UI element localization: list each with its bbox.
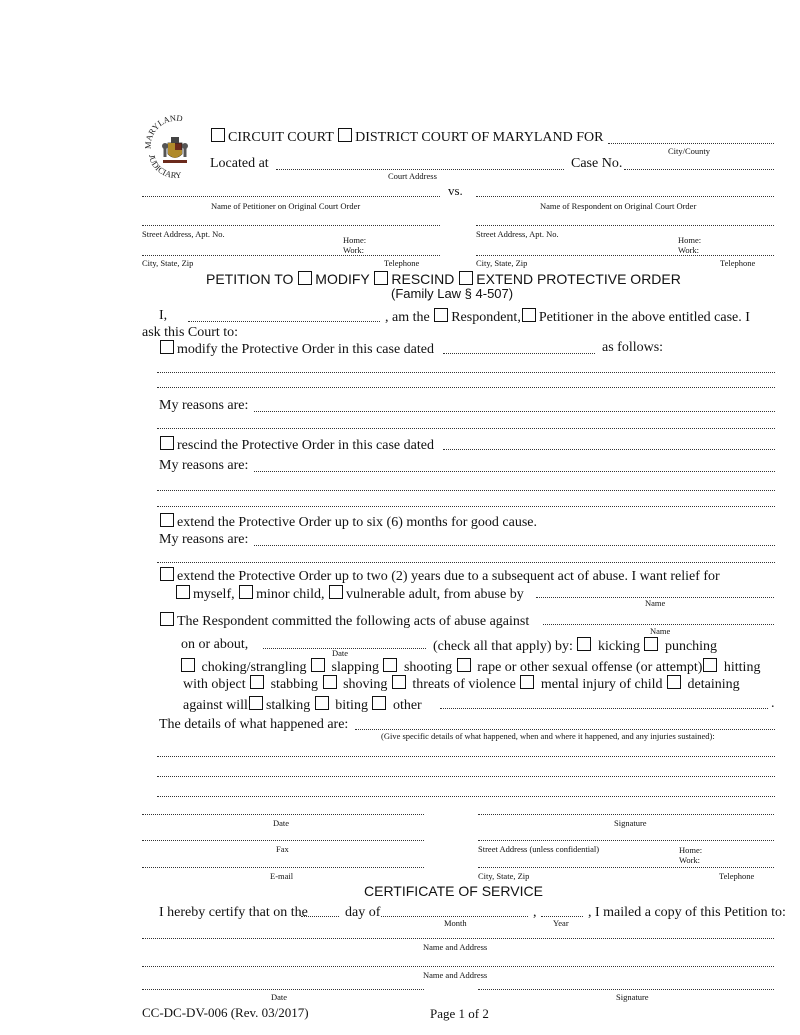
court-address-field[interactable] — [276, 169, 564, 170]
form-number: CC-DC-DV-006 (Rev. 03/2017) — [142, 1005, 309, 1020]
modify-reasons-line-2[interactable] — [157, 428, 775, 429]
sign-city-field[interactable] — [478, 867, 774, 868]
recipient-2-label: Name and Address — [423, 970, 488, 980]
email-label: E-mail — [270, 871, 294, 881]
respondent-telephone-label: Telephone — [720, 258, 756, 268]
slapping-checkbox[interactable] — [311, 658, 325, 672]
rape-checkbox[interactable] — [457, 658, 471, 672]
case-no-field[interactable] — [624, 169, 774, 170]
respondent-name-label: Name of Respondent on Original Court Order — [540, 201, 697, 211]
seal-bottom-text: JUDICIARY — [146, 153, 182, 179]
family-law-citation: (Family Law § 4-507) — [391, 286, 514, 301]
seal-top-text: MARYLAND — [143, 113, 184, 150]
victim-name-label: Name — [650, 626, 671, 636]
petitioner-street-field[interactable] — [142, 225, 440, 226]
extend-two-checkbox[interactable] — [160, 567, 174, 581]
court-address-label: Court Address — [388, 171, 437, 181]
as-follows-label: as follows: — [602, 340, 664, 355]
respondent-street-field[interactable] — [476, 225, 774, 226]
page-number: Page 1 of 2 — [430, 1006, 489, 1021]
respondent-work-label: Work: — [678, 245, 700, 255]
modify-reasons-field[interactable] — [254, 411, 775, 412]
details-label: The details of what happened are: — [159, 717, 349, 732]
cert-signature-label: Signature — [616, 992, 649, 1002]
cert-year-label: Year — [553, 918, 569, 928]
vs-label: vs. — [448, 183, 463, 198]
sign-city-label: City, State, Zip — [478, 871, 530, 881]
petitioner-home-label: Home: — [343, 235, 367, 245]
city-county-field[interactable] — [608, 143, 774, 144]
kicking-checkbox[interactable] — [577, 637, 591, 651]
other-checkbox[interactable] — [372, 696, 386, 710]
sign-date-label: Date — [273, 818, 290, 828]
abuser-name-label: Name — [645, 598, 666, 608]
respondent-checkbox[interactable] — [434, 308, 448, 322]
petitioner-work-label: Work: — [343, 245, 365, 255]
modify-date-field[interactable] — [443, 353, 595, 354]
sign-telephone-label: Telephone — [719, 871, 755, 881]
located-at-label: Located at — [210, 156, 269, 171]
role-selection: , am the Respondent, Petitioner in the above entitled case. I — [385, 310, 750, 325]
other-abuse-field[interactable] — [440, 708, 768, 709]
petitioner-self-name-field[interactable] — [188, 321, 380, 322]
myself-checkbox[interactable] — [176, 585, 190, 599]
respondent-home-label: Home: — [678, 235, 702, 245]
circuit-court-checkbox[interactable] — [211, 128, 225, 142]
recipient-1-field[interactable] — [142, 938, 774, 939]
extend-six-reasons-line-2[interactable] — [157, 562, 775, 563]
stabbing-checkbox[interactable] — [250, 675, 264, 689]
modify-reasons-label: My reasons are: — [159, 398, 249, 413]
petitioner-city-field[interactable] — [142, 255, 440, 256]
recipient-2-field[interactable] — [142, 966, 774, 967]
rescind-reasons-field[interactable] — [254, 471, 775, 472]
modify-title-checkbox[interactable] — [298, 271, 312, 285]
petitioner-checkbox[interactable] — [522, 308, 536, 322]
cert-month-label: Month — [444, 918, 467, 928]
rescind-reasons-line-2[interactable] — [157, 490, 775, 491]
hitting-checkbox[interactable] — [703, 658, 717, 672]
certify-label: I hereby certify that on the — [159, 905, 308, 920]
signature-field[interactable] — [478, 814, 774, 815]
petitioner-telephone-label: Telephone — [384, 258, 420, 268]
mental-injury-checkbox[interactable] — [520, 675, 534, 689]
day-of-label: day of — [345, 905, 381, 920]
shoving-checkbox[interactable] — [323, 675, 337, 689]
cert-signature-field[interactable] — [478, 989, 774, 990]
abuse-type-row-1: (check all that apply) by: kicking punching — [433, 639, 718, 654]
mailed-label: , I mailed a copy of this Petition to: — [588, 905, 786, 920]
petitioner-street-label: Street Address, Apt. No. — [142, 229, 225, 239]
respondent-city-field[interactable] — [476, 255, 774, 256]
maryland-judiciary-seal — [143, 113, 207, 179]
respondent-city-label: City, State, Zip — [476, 258, 528, 268]
cert-date-label: Date — [271, 992, 288, 1002]
cert-month-field[interactable] — [381, 916, 528, 917]
choking-checkbox[interactable] — [181, 658, 195, 672]
respondent-name-field[interactable] — [476, 196, 774, 197]
coat-of-arms-icon — [162, 137, 188, 163]
fax-label: Fax — [276, 844, 289, 854]
vulnerable-adult-checkbox[interactable] — [329, 585, 343, 599]
certificate-title: CERTIFICATE OF SERVICE — [364, 883, 543, 899]
other-period: . — [771, 696, 775, 711]
street-unless-field[interactable] — [478, 840, 774, 841]
extend-two-option: extend the Protective Order up to two (2) years due to a subsequent act of abuse. I want relief for — [159, 567, 720, 585]
abuse-type-row-4: against will stalking biting other — [183, 698, 422, 713]
modify-line-2[interactable] — [157, 387, 775, 388]
extend-title-checkbox[interactable] — [459, 271, 473, 285]
street-unless-label: Street Address (unless confidential) — [478, 844, 600, 854]
rescind-title-checkbox[interactable] — [374, 271, 388, 285]
abuse-type-row-2: choking/strangling slapping shooting rape or other sexual offense (or attempt) hitting — [180, 658, 760, 676]
fax-field[interactable] — [142, 840, 424, 841]
rescind-reasons-label: My reasons are: — [159, 458, 249, 473]
relief-for-options: myself, minor child, vulnerable adult, from abuse by — [175, 585, 524, 603]
on-or-about-label: on or about, — [181, 637, 249, 652]
i-label: I, — [159, 308, 168, 323]
modify-line-1[interactable] — [157, 372, 775, 373]
sign-home-label: Home: — [679, 845, 703, 855]
city-county-label: City/County — [668, 146, 711, 156]
details-field[interactable] — [355, 729, 775, 730]
petitioner-city-label: City, State, Zip — [142, 258, 194, 268]
sign-work-label: Work: — [679, 855, 701, 865]
details-line-4[interactable] — [157, 796, 775, 797]
abuse-date-label: Date — [332, 648, 349, 658]
respondent-committed-checkbox[interactable] — [160, 612, 174, 626]
cert-year-field[interactable] — [541, 916, 583, 917]
extend-six-reasons-label: My reasons are: — [159, 532, 249, 547]
extend-six-option: extend the Protective Order up to six (6) months for good cause. — [159, 513, 537, 531]
detaining-checkbox[interactable] — [667, 675, 681, 689]
cert-comma: , — [533, 905, 537, 920]
rescind-date-field[interactable] — [443, 449, 775, 450]
district-court-checkbox[interactable] — [338, 128, 352, 142]
threats-checkbox[interactable] — [392, 675, 406, 689]
cert-date-field[interactable] — [142, 989, 424, 990]
petitioner-name-field[interactable] — [142, 196, 440, 197]
court-selection: CIRCUIT COURT DISTRICT COURT OF MARYLAND FOR — [210, 128, 603, 146]
rescind-reasons-line-3[interactable] — [157, 506, 775, 507]
victim-name-field[interactable] — [543, 624, 774, 625]
punching-checkbox[interactable] — [644, 637, 658, 651]
details-hint: (Give specific details of what happened, when and where it happened, and any injuries sustained): — [381, 731, 715, 741]
respondent-committed-option: The Respondent committed the following acts of abuse against — [159, 612, 529, 630]
rescind-checkbox[interactable] — [160, 436, 174, 450]
abuse-type-row-3: with object stabbing shoving threats of violence mental injury of child detaining — [183, 677, 740, 692]
cert-day-field[interactable] — [301, 916, 339, 917]
respondent-street-label: Street Address, Apt. No. — [476, 229, 559, 239]
modify-checkbox[interactable] — [160, 340, 174, 354]
sign-date-field[interactable] — [142, 814, 424, 815]
case-no-label: Case No. — [571, 156, 623, 171]
minor-child-checkbox[interactable] — [239, 585, 253, 599]
stalking-checkbox[interactable] — [249, 696, 263, 710]
recipient-1-label: Name and Address — [423, 942, 488, 952]
email-field[interactable] — [142, 867, 424, 868]
details-line-3[interactable] — [157, 776, 775, 777]
signature-label: Signature — [614, 818, 647, 828]
modify-option: modify the Protective Order in this case dated — [159, 340, 434, 358]
extend-six-reasons-field[interactable] — [254, 545, 775, 546]
ask-court-label: ask this Court to: — [142, 325, 239, 340]
extend-six-checkbox[interactable] — [160, 513, 174, 527]
biting-checkbox[interactable] — [315, 696, 329, 710]
petition-title: PETITION TO MODIFY RESCIND EXTEND PROTECTIVE ORDER — [206, 271, 681, 287]
details-line-2[interactable] — [157, 756, 775, 757]
petitioner-name-label: Name of Petitioner on Original Court Order — [211, 201, 361, 211]
rescind-option: rescind the Protective Order in this case dated — [159, 436, 434, 454]
shooting-checkbox[interactable] — [383, 658, 397, 672]
